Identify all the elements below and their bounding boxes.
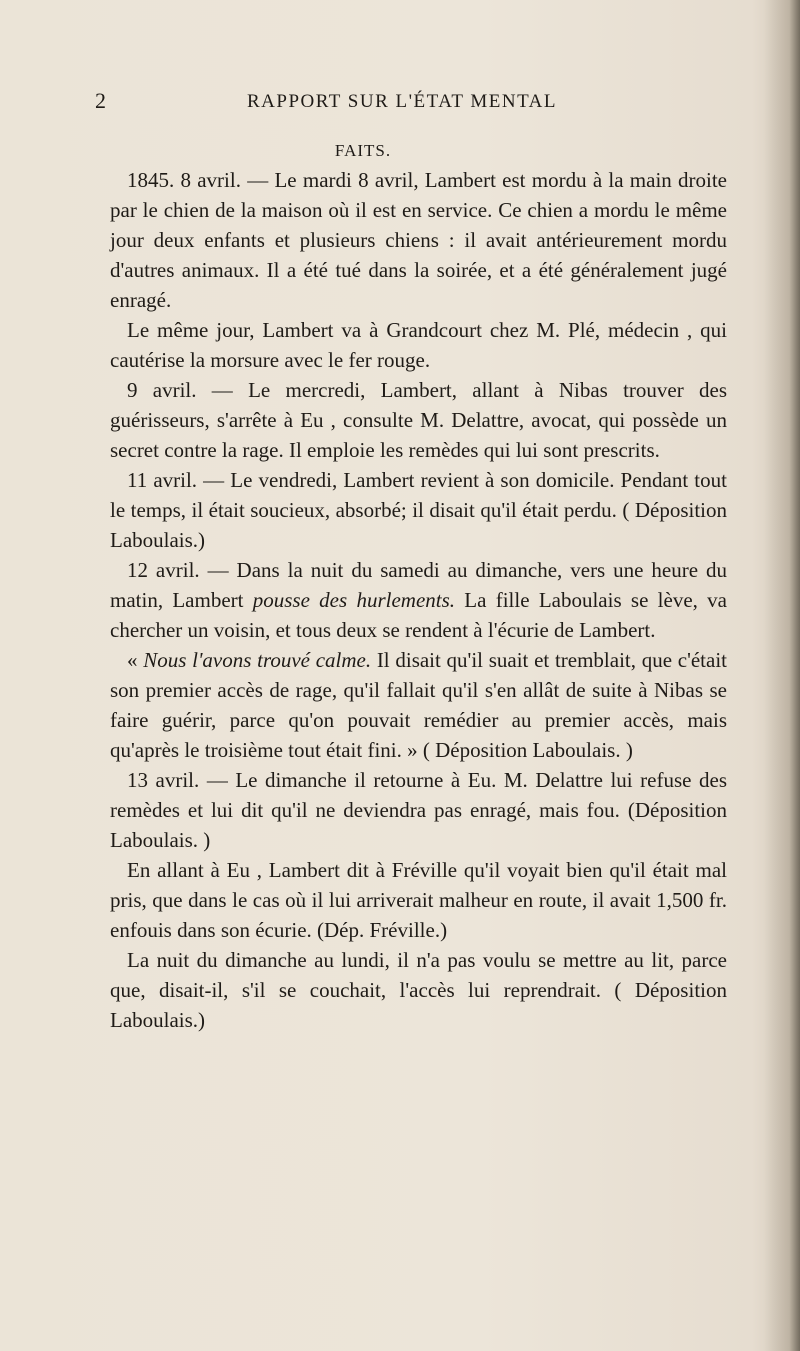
body-text (110, 165, 727, 1035)
italic-quote: Nous l'avons trouvé calme. (143, 648, 372, 672)
paragraph: 9 avril. — Le mercredi, Lambert, allant à Nibas trouver des guérisseurs, s'arrête à Eu , consulte M. Delattre, avocat, qui possède un secret contre la rage. Il emploie les remèdes qui lui sont prescrits. (110, 378, 727, 462)
entry-date: 1845. 8 avril. (127, 168, 241, 192)
paragraph: Le même jour, Lambert va à Grandcourt chez M. Plé, médecin , qui cautérise la morsure avec le fer rouge. (110, 318, 727, 372)
paragraph: La nuit du dimanche au lundi, il n'a pas voulu se mettre au lit, parce que, disait-il, s'il se couchait, l'accès lui reprendrait. ( Déposition Laboulais.) (110, 948, 727, 1032)
italic-quote: pousse des hurlements. (252, 588, 456, 612)
page-edge-shadow (764, 0, 800, 1351)
paragraph: 1845. 8 avril. — Le mardi 8 avril, Lambert est mordu à la main droite par le chien de la maison où il est en service. Ce chien a mordu le même jour deux enfants et plusieurs chiens : il avait antérieurement mordu d'autres animaux. Il a été tué dans la soirée, et a été généralement jugé enragé. (110, 168, 728, 312)
paragraph: « Nous l'avons trouvé calme. Il disait qu'il suait et tremblait, que c'était son premier accès de rage, qu'il fallait qu'il s'en allât de suite à Nibas se faire guérir, parce qu'on pouvait remédier au premier accès, mais qu'après le troisième tout était fini. » ( Déposition Laboulais. ) (110, 648, 727, 762)
entry-date: 9 avril. (127, 378, 197, 402)
paragraph: En allant à Eu , Lambert dit à Fréville qu'il voyait bien qu'il était mal pris, que dans le cas où il lui arriverait malheur en route, il avait 1,500 fr. enfouis dans son écurie. (Dép. Fréville.) (110, 858, 727, 942)
running-head (95, 88, 565, 114)
entry-date: 11 avril. (127, 468, 198, 492)
entry-date: 13 avril. (127, 768, 200, 792)
paragraph: 11 avril. — Le vendredi, Lambert revient à son domicile. Pendant tout le temps, il était soucieux, absorbé; il disait qu'il était perdu. ( Déposition Laboulais.) (110, 468, 727, 552)
section-title: FAITS. (334, 141, 392, 160)
running-title: RAPPORT SUR L'ÉTAT MENTAL (247, 91, 557, 112)
page-number: 2 (95, 88, 108, 113)
entry-date: 12 avril. (127, 558, 200, 582)
paragraph: 12 avril. — Dans la nuit du samedi au dimanche, vers une heure du matin, Lambert pousse des hurlements. La fille Laboulais se lève, va chercher un voisin, et tous deux se rendent à l'écurie de Lambert. (110, 558, 727, 642)
paragraph: 13 avril. — Le dimanche il retourne à Eu. M. Delattre lui refuse des remèdes et lui dit qu'il ne deviendra pas enragé, mais fou. (Déposition Laboulais. ) (110, 768, 728, 852)
